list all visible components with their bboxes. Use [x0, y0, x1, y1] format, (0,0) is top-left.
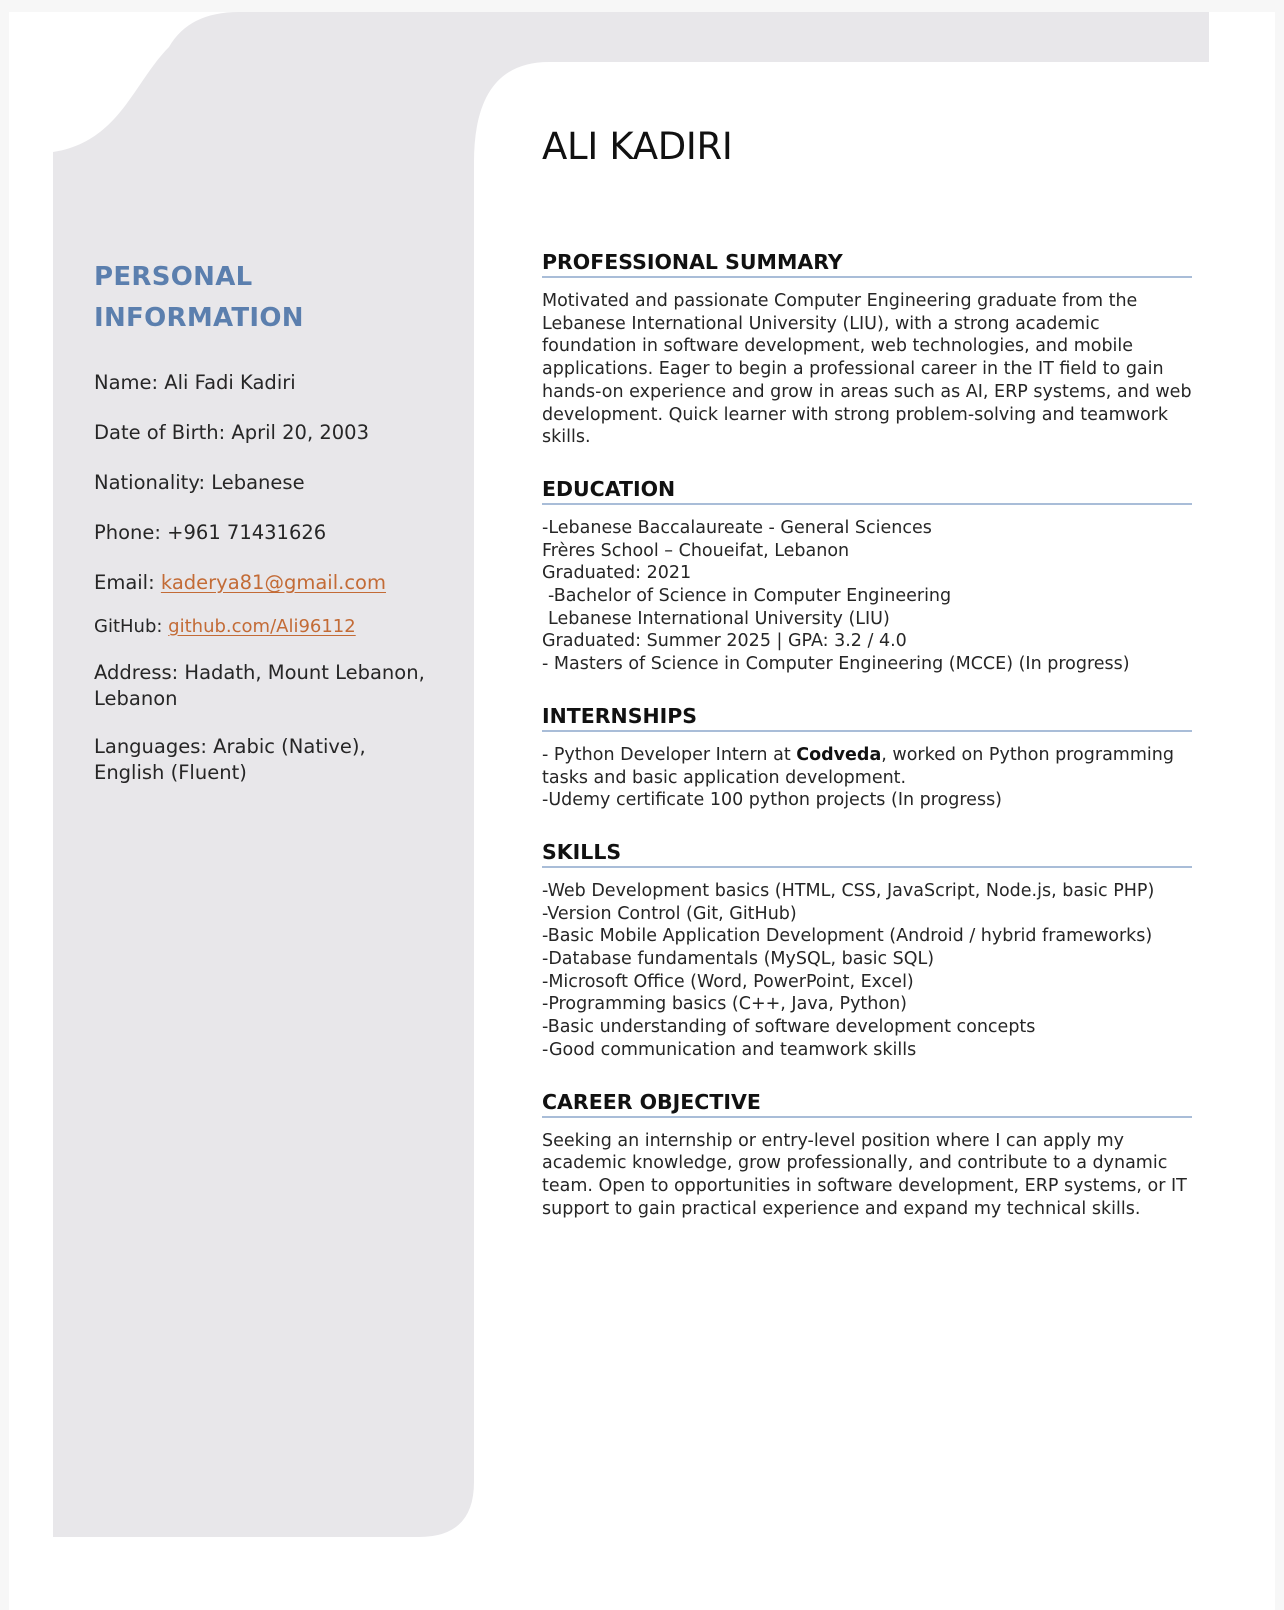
skill-line: -Version Control (Git, GitHub)	[542, 903, 797, 924]
skill-line: -Database fundamentals (MySQL, basic SQL)	[542, 949, 935, 970]
personal-nationality: Nationality: Lebanese	[94, 471, 305, 494]
education-line: Graduated: 2021	[542, 563, 692, 584]
email-label: Email:	[94, 571, 161, 594]
internship-line	[542, 744, 1192, 789]
education-heading: EDUCATION	[542, 475, 1192, 505]
education-line: - Masters of Science in Computer Engineering (MCCE) (In progress)	[542, 654, 1130, 675]
skill-line: -Good communication and teamwork skills	[542, 1039, 917, 1060]
skill-line: -Web Development basics (HTML, CSS, JavaScript, Node.js, basic PHP)	[542, 880, 1155, 901]
education-line: Frères School – Choueifat, Lebanon	[542, 540, 850, 561]
personal-info-column	[94, 257, 474, 786]
personal-address: Address: Hadath, Mount Lebanon, Lebanon	[94, 661, 425, 710]
resume-page	[9, 12, 1275, 1610]
internships-body	[542, 744, 1192, 812]
summary-heading: PROFESSIONAL SUMMARY	[542, 248, 1192, 278]
internship-prefix: - Python Developer Intern at	[542, 744, 797, 765]
personal-name: Name: Ali Fadi Kadiri	[94, 371, 296, 394]
skill-line: -Programming basics (C++, Java, Python)	[542, 994, 908, 1015]
personal-github-row	[94, 614, 474, 640]
skills-body	[542, 880, 1192, 1062]
skill-line: -Basic Mobile Application Development (Android / hybrid frameworks)	[542, 926, 1153, 947]
skills-heading: SKILLS	[542, 838, 1192, 868]
github-label: GitHub:	[94, 616, 169, 637]
education-line: Graduated: Summer 2025 | GPA: 3.2 / 4.0	[542, 631, 907, 652]
personal-languages: Languages: Arabic (Native), English (Fluent)	[94, 735, 366, 784]
internship-suffix: , worked on Python programming tasks and basic application development.	[542, 744, 1174, 788]
email-link[interactable]: kaderya81@gmail.com	[160, 571, 386, 594]
education-body	[542, 517, 1192, 676]
objective-body	[542, 1130, 1192, 1221]
internships-heading: INTERNSHIPS	[542, 702, 1192, 732]
personal-info-heading: PERSONAL INFORMATION	[94, 262, 304, 333]
main-column	[542, 124, 1202, 1246]
internship-line: -Udemy certificate 100 python projects (In progress)	[542, 790, 1003, 811]
personal-phone: Phone: +961 71431626	[94, 521, 327, 544]
summary-body	[542, 290, 1192, 449]
personal-dob: Date of Birth: April 20, 2003	[94, 421, 369, 444]
summary-text: Motivated and passionate Computer Engineering graduate from the Lebanese International University (LIU), with a strong academic foundation in software development, web technologies, and mobile applications. Eager to begin a professional career in the IT field to gain hands-on experience and grow in areas such as AI, ERP systems, and web development. Quick learner with strong problem-solving and teamwork skills.	[542, 291, 1192, 448]
skill-line: -Basic understanding of software development concepts	[542, 1017, 1036, 1038]
internship-company: Codveda	[796, 744, 882, 765]
skill-line: -Microsoft Office (Word, PowerPoint, Excel)	[542, 971, 914, 992]
objective-text: Seeking an internship or entry-level position where I can apply my academic knowledge, grow professionally, and contribute to a dynamic team. Open to opportunities in software development, ERP systems, or IT support to gain practical experience and expand my technical skills.	[542, 1130, 1187, 1219]
education-line: -Bachelor of Science in Computer Engineering	[548, 586, 952, 607]
education-line: -Lebanese Baccalaureate - General Sciences	[542, 517, 932, 538]
candidate-name: ALI KADIRI	[542, 125, 733, 168]
personal-email-row	[94, 570, 474, 596]
education-line: Lebanese International University (LIU)	[548, 608, 890, 629]
objective-heading: CAREER OBJECTIVE	[542, 1088, 1192, 1118]
github-link[interactable]: github.com/Ali96112	[168, 616, 356, 637]
